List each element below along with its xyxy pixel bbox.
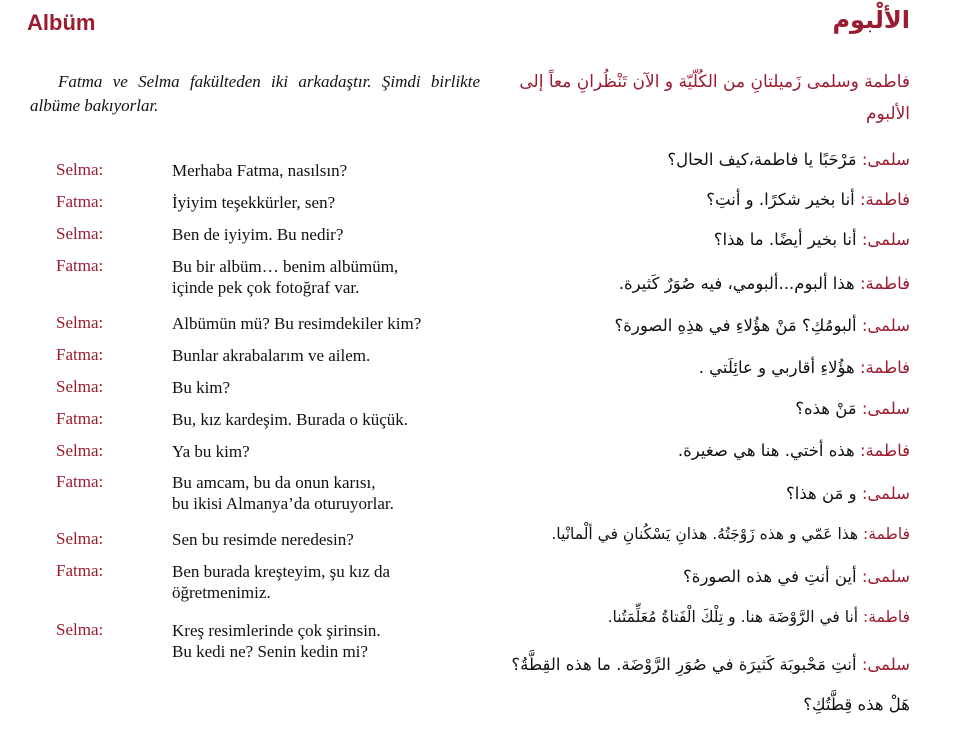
dialogue-text: أنا بخير شكرًا. و أنتِ؟	[706, 190, 855, 209]
dialogue-line	[480, 561, 910, 593]
speaker-label: سلمى:	[861, 399, 910, 418]
dialogue-text: و مَن هذا؟	[786, 484, 857, 503]
speaker-label: فاطمة:	[863, 608, 910, 626]
dialogue-text: Merhaba Fatma, nasılsın?	[172, 161, 348, 180]
intro-arabic: فاطمة وسلمى زَميلتانِ من الكُلّيّة و الآن تَنْظُرانِ معاً إلى الألبوم	[519, 72, 910, 124]
speaker-label: فاطمة:	[860, 441, 910, 460]
speaker-label: Selma:	[56, 160, 104, 179]
dialogue-text: هذا ألبوم...ألبومي، فيه صُوَرٌ كَثيرة.	[618, 274, 855, 293]
dialogue-line	[480, 144, 910, 176]
speaker-label: سلمى:	[861, 230, 910, 249]
dialogue-text: Kreş resimlerinde çok şirinsin. Bu kedi ne? Senin kedin mi?	[172, 621, 381, 661]
dialogue-text: Albümün mü? Bu resimdekiler kim?	[172, 314, 422, 333]
speaker-label: Selma:	[56, 377, 104, 396]
speaker-label: Selma:	[56, 313, 104, 332]
dialogue-text: هذه أختي. هنا هي صغيرة.	[677, 441, 855, 460]
dialogue-text: Ben de iyiyim. Bu nedir?	[172, 225, 344, 244]
dialogue-text: Ben burada kreşteyim, şu kız da öğretmenimiz.	[172, 562, 391, 602]
dialogue-text: İyiyim teşekkürler, sen?	[172, 193, 336, 212]
dialogue-text: Ya bu kim?	[172, 442, 250, 461]
speaker-label: Selma:	[56, 620, 104, 639]
speaker-label: سلمى:	[861, 484, 910, 503]
speaker-label: فاطمة:	[860, 358, 910, 377]
dialogue-text: أنتِ مَحْبوبَة كَثيرَة في صُوَرِ الرَّوْضَة. ما هذه القِطَّةُ؟ هَلْ هذه قِطَّتُكِ؟	[511, 655, 910, 714]
speaker-label: سلمى:	[861, 150, 910, 169]
speaker-label: فاطمة:	[863, 525, 910, 543]
dialogue-text: Bu amcam, bu da onun karısı, bu ikisi Almanya’da oturuyorlar.	[172, 473, 394, 513]
dialogue-text: Bu kim?	[172, 378, 231, 397]
dialogue-text: Bunlar akrabalarım ve ailem.	[172, 346, 371, 365]
dialogue-text: أنا بخير أيضًا. ما هذا؟	[713, 230, 857, 249]
dialogue-line	[480, 518, 910, 550]
dialogue-line	[480, 393, 910, 425]
dialogue-text: Sen bu resimde neredesin?	[172, 530, 354, 549]
speaker-label: Fatma:	[56, 409, 104, 428]
dialogue-text: Bu bir albüm… benim albümüm, içinde pek çok fotoğraf var.	[172, 257, 399, 297]
speaker-label: Selma:	[56, 529, 104, 548]
speaker-label: Fatma:	[56, 192, 104, 211]
dialogue-line	[480, 184, 910, 216]
dialogue-line	[480, 601, 910, 633]
page-title-turkish: Albüm	[27, 10, 96, 35]
speaker-label: سلمى:	[861, 567, 910, 586]
dialogue-text: مَنْ هذه؟	[795, 399, 857, 418]
speaker-label: فاطمة:	[860, 274, 910, 293]
dialogue-line	[480, 435, 910, 467]
speaker-label: Fatma:	[56, 472, 104, 491]
speaker-label: Selma:	[56, 224, 104, 243]
dialogue-text: Bu, kız kardeşim. Burada o küçük.	[172, 410, 409, 429]
page-title-arabic: الألْبوم	[832, 6, 910, 34]
speaker-label: سلمى:	[861, 655, 910, 674]
dialogue-line	[480, 224, 910, 256]
dialogue-line	[480, 352, 910, 384]
dialogue-line	[480, 268, 910, 300]
speaker-label: Fatma:	[56, 345, 104, 364]
dialogue-text: ألبومُكِ؟ مَنْ هؤُلاءِ في هذِهِ الصورة؟	[614, 316, 857, 335]
dialogue-text: هذا عَمّي و هذه زَوْجَتُهُ. هذانِ يَسْكُنانِ في ألْمانْيا.	[551, 525, 859, 543]
speaker-label: Fatma:	[56, 256, 104, 275]
dialogue-text: أين أنتِ في هذه الصورة؟	[683, 567, 857, 586]
intro-turkish: Fatma ve Selma fakülteden iki arkadaştır. Şimdi birlikte albüme bakıyorlar.	[30, 72, 480, 115]
dialogue-text: هؤُلاءِ أقاربي و عائِلَتي .	[698, 358, 855, 377]
dialogue-text: أنا في الرَّوْضَة هنا. و تِلْكَ الْفَتاةُ مُعَلِّمَتُنا.	[607, 608, 859, 626]
dialogue-line	[480, 478, 910, 510]
dialogue-text: مَرْحَبًا يا فاطمة،كيف الحال؟	[667, 150, 857, 169]
speaker-label: سلمى:	[861, 316, 910, 335]
dialogue-line	[480, 310, 910, 342]
speaker-label: فاطمة:	[860, 190, 910, 209]
speaker-label: Selma:	[56, 441, 104, 460]
dialogue-line	[500, 645, 910, 725]
speaker-label: Fatma:	[56, 561, 104, 580]
